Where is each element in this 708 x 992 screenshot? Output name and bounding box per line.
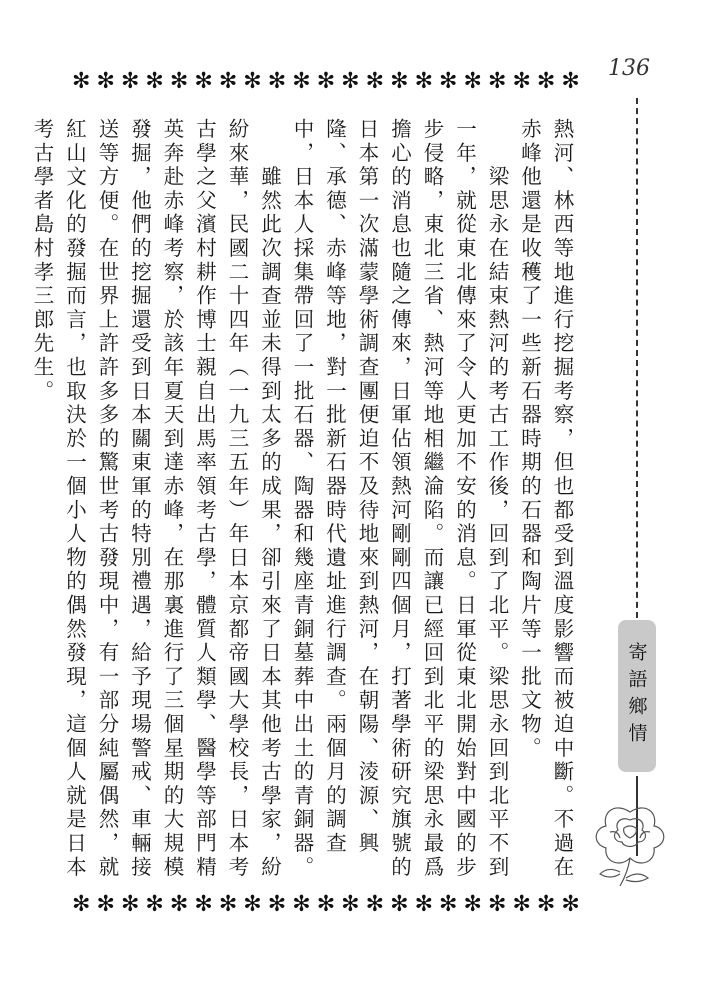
ornament-star-icon: ✻ (414, 69, 433, 94)
ornament-star-icon: ✻ (365, 69, 385, 94)
ornament-star-icon: ✻ (169, 69, 189, 94)
ornament-star-icon: ✻ (194, 69, 213, 94)
paragraph: 熱河、林西等地進行挖掘考察，但也都受到溫度影響而被迫中斷。不過在赤峰他還是收穫了一些新石器時期的石器和陶片等一批文物。 (517, 118, 574, 880)
ornament-star-icon: ✻ (561, 69, 580, 94)
ornament-star-icon: ✻ (463, 69, 482, 94)
ornament-star-icon: ✻ (390, 69, 409, 94)
ornament-star-icon: ✻ (120, 892, 140, 917)
ornament-star-icon: ✻ (487, 892, 507, 917)
ornament-star-icon: ✻ (487, 69, 507, 94)
article-body (30, 118, 578, 880)
ornament-star-icon: ✻ (439, 69, 458, 94)
margin-dashed-line (636, 98, 638, 618)
section-tab-label: 寄語鄉情 (625, 642, 648, 750)
ornament-star-icon: ✻ (561, 892, 580, 917)
ornament-star-icon: ✻ (218, 69, 238, 94)
ornament-star-icon: ✻ (120, 69, 140, 94)
ornament-star-icon: ✻ (316, 892, 336, 917)
ornament-star-icon: ✻ (243, 892, 262, 917)
ornament-star-icon: ✻ (145, 892, 164, 917)
ornament-star-icon: ✻ (72, 69, 91, 94)
bottom-ornament-border (72, 893, 580, 917)
ornament-star-icon: ✻ (341, 892, 360, 917)
peony-flower-icon (580, 782, 680, 892)
paragraph: 梁思永在結束熱河的考古工作後，回到了北平。梁思永回到北平不到一年，就從東北傳來了令人更加不安的消息。日軍從東北開始對中國的步步侵略，東北三省、熱河等地相繼淪陷。而讓已經回到北平的梁思永最爲擔心的消息也隨之傳來，日軍佔領熱河剛剛四個月，打著學術研究旗號的日本第一次滿蒙學術調查團便迫不及待地來到熱河，在朝陽、淩源、興隆、承德、赤峰等地，對一批新石器時代遺址進行調查。兩個月的調查中，日本人採集帶回了一批石器、陶器和幾座青銅墓葬中出土的青銅器。 (290, 118, 509, 880)
ornament-star-icon: ✻ (292, 892, 311, 917)
ornament-star-icon: ✻ (536, 69, 556, 94)
ornament-star-icon: ✻ (72, 892, 91, 917)
ornament-star-icon: ✻ (96, 69, 115, 94)
ornament-star-icon: ✻ (243, 69, 262, 94)
ornament-star-icon: ✻ (96, 892, 115, 917)
ornament-star-icon: ✻ (390, 892, 409, 917)
ornament-star-icon: ✻ (194, 892, 213, 917)
ornament-star-icon: ✻ (414, 892, 433, 917)
ornament-star-icon: ✻ (169, 892, 189, 917)
ornament-star-icon: ✻ (341, 69, 360, 94)
top-ornament-border (72, 70, 580, 94)
ornament-star-icon: ✻ (292, 69, 311, 94)
ornament-star-icon: ✻ (267, 69, 287, 94)
page-number: 136 (608, 56, 650, 81)
ornament-star-icon: ✻ (512, 892, 531, 917)
ornament-star-icon: ✻ (365, 892, 385, 917)
section-tab (618, 620, 656, 772)
ornament-star-icon: ✻ (536, 892, 556, 917)
ornament-star-icon: ✻ (218, 892, 238, 917)
ornament-star-icon: ✻ (439, 892, 458, 917)
ornament-star-icon: ✻ (316, 69, 336, 94)
ornament-star-icon: ✻ (145, 69, 164, 94)
ornament-star-icon: ✻ (463, 892, 482, 917)
ornament-star-icon: ✻ (512, 69, 531, 94)
ornament-star-icon: ✻ (267, 892, 287, 917)
paragraph: 雖然此次調查並未得到太多的成果，卻引來了日本其他考古學家，紛紛來華，民國二十四年（一九三五年）年日本京都帝國大學校長，日本考古學之父濱村耕作博士親自出馬率領考古學，體質人類學、醫學等部門精英奔赴赤峰考察，於該年夏天到達赤峰，在那裏進行了三個星期的大規模發掘，他們的挖掘還受到日本關東軍的特別禮遇，給予現場警戒、車輛接送等方便。在世界上許許多多的驚世考古發現中，有一部分純屬偶然，就紅山文化的發掘而言，也取決於一個小人物的偶然發現，這個人就是日本考古學者島村孝三郎先生。 (30, 118, 282, 880)
